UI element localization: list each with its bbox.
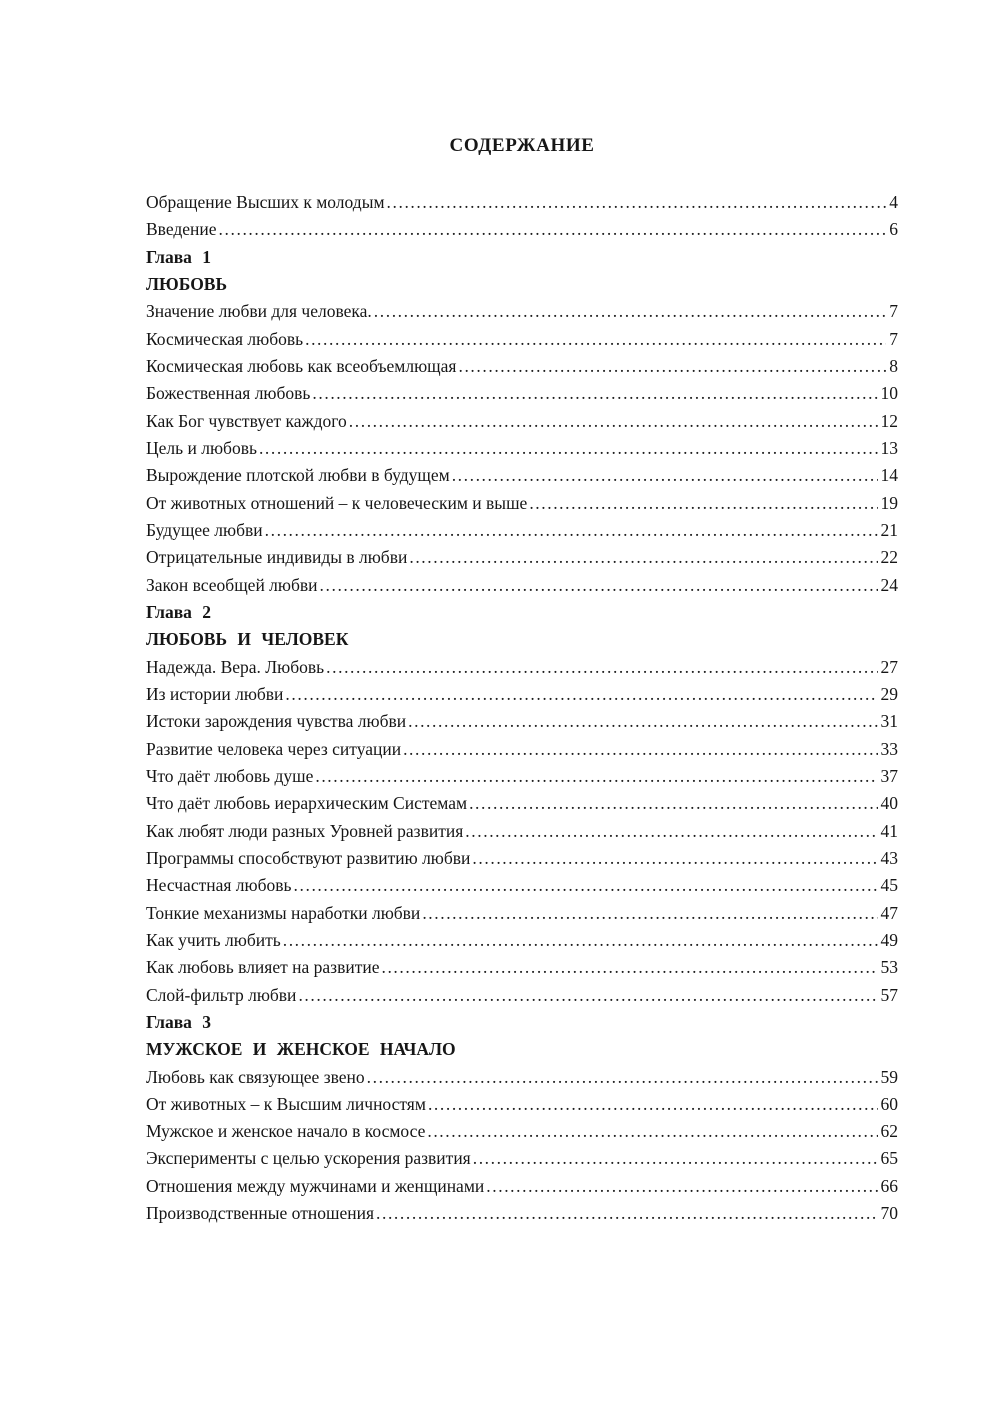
toc-entry xyxy=(146,1200,898,1227)
dot-leader xyxy=(320,572,878,599)
dot-leader xyxy=(315,763,877,790)
toc-entry-label: Как любят люди разных Уровней развития xyxy=(146,820,464,841)
dot-leader xyxy=(473,1145,878,1172)
page-number: 14 xyxy=(880,465,898,486)
page-number: 31 xyxy=(880,711,898,732)
dot-leader xyxy=(312,380,877,407)
toc-entry xyxy=(146,818,898,845)
page-number: 22 xyxy=(880,547,898,568)
toc-entry xyxy=(146,216,898,243)
toc-entry-label: Тонкие механизмы наработки любви xyxy=(146,902,421,923)
toc-entry-label: Значение любви для человека. xyxy=(146,301,372,322)
page-number: 12 xyxy=(880,410,898,431)
dot-leader xyxy=(428,1091,878,1118)
toc-entry xyxy=(146,872,898,899)
dot-leader xyxy=(409,544,877,571)
toc-entry xyxy=(146,982,898,1009)
dot-leader xyxy=(452,462,878,489)
toc-entry xyxy=(146,353,898,380)
toc-entry-label: От животных – к Высшим личностям xyxy=(146,1093,426,1114)
toc-entry xyxy=(146,298,898,325)
toc-entry xyxy=(146,681,898,708)
toc-entry-label: Отношения между мужчинами и женщинами xyxy=(146,1175,485,1196)
toc-entry-label: Из истории любви xyxy=(146,683,284,704)
page-number: 53 xyxy=(880,957,898,978)
toc-entry-label: Любовь как связующее звено xyxy=(146,1066,365,1087)
dot-leader xyxy=(219,216,887,243)
toc-section-heading xyxy=(146,271,898,298)
toc-entry xyxy=(146,1145,898,1172)
toc-entry-label: Космическая любовь как всеобъемлющая xyxy=(146,355,457,376)
dot-leader xyxy=(349,408,878,435)
page-number: 66 xyxy=(880,1175,898,1196)
toc-entry-label: Космическая любовь xyxy=(146,328,304,349)
toc-entry-label: От животных отношений – к человеческим и выше xyxy=(146,492,528,513)
toc-entry xyxy=(146,462,898,489)
toc-entry-label: Производственные отношения xyxy=(146,1203,374,1224)
toc-section-heading xyxy=(146,1036,898,1063)
toc-entry xyxy=(146,189,898,216)
toc-entry-label: МУЖСКОЕ И ЖЕНСКОЕ НАЧАЛО xyxy=(146,1039,456,1060)
toc-entry-label: Будущее любви xyxy=(146,519,263,540)
toc-entry xyxy=(146,544,898,571)
page-number: 4 xyxy=(889,192,898,212)
toc-entry-label: Божественная любовь xyxy=(146,383,311,404)
page-number: 49 xyxy=(880,929,898,950)
page-number: 7 xyxy=(889,301,898,322)
table-of-contents xyxy=(146,189,898,1227)
toc-entry-label: Программы способствуют развитию любви xyxy=(146,847,471,868)
toc-entry xyxy=(146,1091,898,1118)
toc-chapter-heading xyxy=(146,599,898,626)
dot-leader xyxy=(265,517,878,544)
toc-entry xyxy=(146,1118,898,1145)
toc-section-heading xyxy=(146,626,898,653)
dot-leader xyxy=(305,326,886,353)
toc-entry xyxy=(146,408,898,435)
dot-leader xyxy=(529,490,877,517)
dot-leader xyxy=(472,845,877,872)
toc-entry-label: Глава 3 xyxy=(146,1011,212,1032)
toc-entry xyxy=(146,927,898,954)
page-number: 27 xyxy=(880,656,898,677)
dot-leader xyxy=(469,790,877,817)
toc-entry-label: Закон всеобщей любви xyxy=(146,574,318,595)
page-number: 13 xyxy=(880,437,898,458)
toc-entry xyxy=(146,572,898,599)
page-number: 45 xyxy=(880,875,898,896)
dot-leader xyxy=(283,927,878,954)
dot-leader xyxy=(403,736,877,763)
page-number: 24 xyxy=(880,574,898,595)
toc-chapter-heading xyxy=(146,1009,898,1036)
toc-entry-label: Развитие человека через ситуации xyxy=(146,738,402,759)
toc-entry xyxy=(146,490,898,517)
toc-entry xyxy=(146,736,898,763)
toc-entry xyxy=(146,900,898,927)
page-number: 37 xyxy=(880,765,898,786)
toc-entry-label: Как любовь влияет на развитие xyxy=(146,957,380,978)
toc-entry-label: Введение xyxy=(146,219,217,240)
page-number: 62 xyxy=(880,1121,898,1142)
toc-entry-label: Эксперименты с целью ускорения развития xyxy=(146,1148,471,1169)
toc-entry xyxy=(146,790,898,817)
page-number: 60 xyxy=(880,1093,898,1114)
toc-entry-label: Что даёт любовь иерархическим Системам xyxy=(146,793,468,814)
toc-entry xyxy=(146,654,898,681)
toc-entry-label: Слой-фильтр любви xyxy=(146,984,297,1005)
dot-leader xyxy=(298,982,877,1009)
dot-leader xyxy=(326,654,877,681)
dot-leader xyxy=(294,872,878,899)
toc-entry-label: Мужское и женское начало в космосе xyxy=(146,1121,426,1142)
page-number: 29 xyxy=(880,683,898,704)
page-number: 33 xyxy=(880,738,898,759)
dot-leader xyxy=(408,708,877,735)
toc-entry-label: Что даёт любовь душе xyxy=(146,765,314,786)
page-title: СОДЕРЖАНИЕ xyxy=(449,135,595,156)
dot-leader xyxy=(387,189,887,216)
page-number: 19 xyxy=(880,492,898,513)
toc-entry xyxy=(146,1064,898,1091)
page-number: 40 xyxy=(880,793,898,814)
toc-entry xyxy=(146,708,898,735)
dot-leader xyxy=(376,1200,878,1227)
dot-leader xyxy=(422,900,877,927)
toc-entry-label: Как Бог чувствует каждого xyxy=(146,410,347,431)
page-number: 7 xyxy=(889,328,898,349)
toc-entry xyxy=(146,1173,898,1200)
toc-entry-label: Истоки зарождения чувства любви xyxy=(146,711,407,732)
toc-entry-label: ЛЮБОВЬ И ЧЕЛОВЕК xyxy=(146,629,349,650)
page-number: 41 xyxy=(880,820,898,841)
page-number: 47 xyxy=(880,902,898,923)
toc-entry xyxy=(146,763,898,790)
toc-entry xyxy=(146,435,898,462)
toc-entry-label: Обращение Высших к молодым xyxy=(146,192,385,212)
toc-entry-label: Несчастная любовь xyxy=(146,875,292,896)
toc-entry-label: Вырождение плотской любви в будущем xyxy=(146,465,450,486)
dot-leader xyxy=(458,353,886,380)
toc-chapter-heading xyxy=(146,244,898,271)
page-number: 8 xyxy=(889,355,898,376)
page-number: 6 xyxy=(889,219,898,240)
toc-entry-label: ЛЮБОВЬ xyxy=(146,273,228,294)
dot-leader xyxy=(427,1118,877,1145)
toc-entry xyxy=(146,380,898,407)
dot-leader xyxy=(381,954,877,981)
page-number: 70 xyxy=(880,1203,898,1224)
toc-entry-label: Надежда. Вера. Любовь xyxy=(146,656,325,677)
dot-leader xyxy=(465,818,877,845)
page-number: 43 xyxy=(880,847,898,868)
toc-entry xyxy=(146,517,898,544)
toc-entry xyxy=(146,326,898,353)
dot-leader xyxy=(486,1173,877,1200)
dot-leader xyxy=(374,298,886,325)
toc-entry xyxy=(146,954,898,981)
page-number: 59 xyxy=(880,1066,898,1087)
toc-entry-label: Отрицательные индивиды в любви xyxy=(146,547,408,568)
page-number: 65 xyxy=(880,1148,898,1169)
toc-entry-label: Глава 2 xyxy=(146,601,212,622)
toc-entry-label: Цель и любовь xyxy=(146,437,257,458)
toc-entry-label: Глава 1 xyxy=(146,246,212,267)
page-number: 10 xyxy=(880,383,898,404)
page-number: 57 xyxy=(880,984,898,1005)
dot-leader xyxy=(367,1064,878,1091)
toc-entry xyxy=(146,845,898,872)
page-number: 21 xyxy=(880,519,898,540)
dot-leader xyxy=(285,681,877,708)
toc-entry-label: Как учить любить xyxy=(146,929,281,950)
dot-leader xyxy=(259,435,878,462)
